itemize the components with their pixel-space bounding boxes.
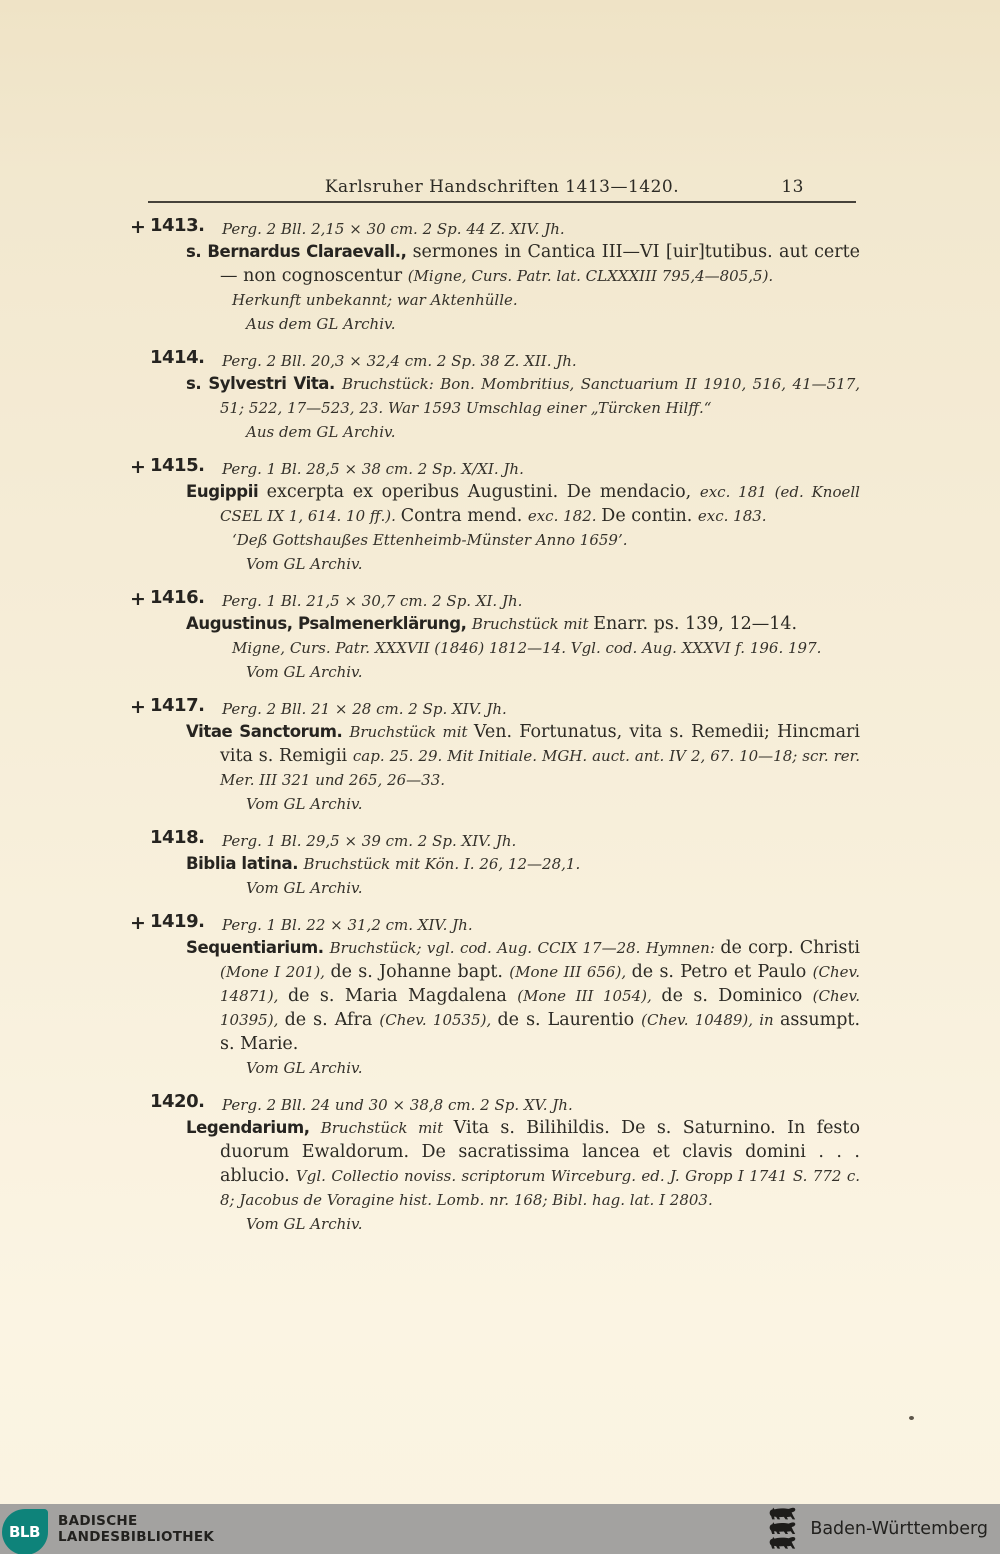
text-segment: Eugippii bbox=[186, 482, 267, 501]
text-segment: exc. 181 (ed. Knoell CSEL IX 1, 614. 10 ff.). bbox=[220, 483, 860, 525]
entry-note-prov: Vom GL Archiv. bbox=[246, 1215, 363, 1233]
text-segment: Bruchstück mit bbox=[320, 1119, 454, 1137]
catalog-entry bbox=[0, 348, 1000, 444]
entry-note-prov: Vom GL Archiv. bbox=[246, 555, 363, 573]
library-brand bbox=[0, 1504, 214, 1554]
footer-banner bbox=[0, 1504, 1000, 1554]
entry-note-ref: ‘Deß Gottshaußes Ettenheimb-Münster Anno 1659’. bbox=[232, 531, 628, 549]
baden-wuerttemberg-coat-of-arms-icon bbox=[763, 1506, 801, 1552]
text-segment: (Mone I 201), bbox=[220, 963, 331, 981]
text-segment: Contra mend. bbox=[400, 506, 528, 526]
entry-number: 1416. bbox=[150, 587, 205, 608]
text-segment: de s. Laurentio bbox=[497, 1010, 642, 1030]
entry-head bbox=[0, 348, 1000, 372]
collation-line: Perg. 2 Bll. 2,15 × 30 cm. 2 Sp. 44 Z. XIV. Jh. bbox=[222, 220, 565, 238]
catalog-entry bbox=[0, 216, 1000, 336]
text-segment: Ven. Fortunatus, vita s. Remedii; Hincmari vita s. Remigii bbox=[220, 722, 860, 766]
header-rule bbox=[148, 201, 856, 203]
collation-line: Perg. 1 Bl. 28,5 × 38 cm. 2 Sp. X/XI. Jh. bbox=[222, 460, 524, 478]
plus-mark: + bbox=[130, 216, 146, 238]
entry-number: 1414. bbox=[150, 347, 205, 368]
text-segment: excerpta ex operibus Augustini. De mendacio, bbox=[266, 482, 700, 502]
text-segment: Bruchstück mit bbox=[349, 723, 474, 741]
text-segment: de s. Petro et Paulo bbox=[631, 962, 813, 982]
text-segment: de s. Maria Magdalena bbox=[287, 986, 518, 1006]
catalog-entry bbox=[0, 456, 1000, 576]
entry-body bbox=[186, 480, 860, 528]
catalog-entry bbox=[0, 828, 1000, 900]
text-segment: (Migne, Curs. Patr. lat. CLXXXIII 795,4—805,5). bbox=[407, 267, 774, 285]
entry-body bbox=[186, 936, 861, 1056]
entry-body bbox=[186, 612, 860, 636]
state-name: Baden-Württemberg bbox=[810, 1519, 988, 1539]
collation-line: Perg. 1 Bl. 29,5 × 39 cm. 2 Sp. XIV. Jh. bbox=[222, 832, 517, 850]
paper-speck bbox=[909, 1416, 914, 1420]
running-head-title: Karlsruher Handschriften 1413—1420. bbox=[324, 177, 680, 197]
entry-number: 1420. bbox=[150, 1091, 205, 1112]
entry-number: 1418. bbox=[150, 827, 205, 848]
entries-list bbox=[0, 216, 1000, 1248]
collation-line: Perg. 1 Bl. 22 × 31,2 cm. XIV. Jh. bbox=[222, 916, 473, 934]
text-segment: de s. Afra bbox=[284, 1010, 380, 1030]
entry-number: 1413. bbox=[150, 215, 205, 236]
entry-note-ref: Migne, Curs. Patr. XXXVII (1846) 1812—14. Vgl. cod. Aug. XXXVI f. 196. 197. bbox=[232, 639, 822, 657]
entry-body bbox=[186, 852, 860, 876]
text-segment: de corp. Christi bbox=[720, 938, 861, 958]
entry-number: 1415. bbox=[150, 455, 205, 476]
text-segment: Bruchstück; vgl. cod. Aug. CCIX 17—28. Hymnen: bbox=[329, 939, 721, 957]
collation-line: Perg. 1 Bl. 21,5 × 30,7 cm. 2 Sp. XI. Jh. bbox=[222, 592, 523, 610]
entry-head bbox=[0, 456, 1000, 480]
catalog-entry bbox=[0, 696, 1000, 816]
plus-mark: + bbox=[130, 912, 146, 934]
collation-line: Perg. 2 Bll. 20,3 × 32,4 cm. 2 Sp. 38 Z. XII. Jh. bbox=[222, 352, 577, 370]
entry-note-prov: Aus dem GL Archiv. bbox=[246, 315, 396, 333]
entry-note-prov: Aus dem GL Archiv. bbox=[246, 423, 396, 441]
text-segment: (Chev. 10535), bbox=[379, 1011, 498, 1029]
text-segment: Sequentiarium. bbox=[186, 938, 330, 957]
entry-number: 1417. bbox=[150, 695, 205, 716]
text-segment: (Mone III 1054), bbox=[517, 987, 662, 1005]
entry-body bbox=[186, 372, 861, 420]
entry-note-ref: Herkunft unbekannt; war Aktenhülle. bbox=[232, 291, 518, 309]
text-segment: de s. Johanne bapt. bbox=[330, 962, 510, 982]
entry-head bbox=[0, 1092, 1000, 1116]
text-segment: s. Sylvestri Vita. bbox=[186, 374, 342, 393]
text-segment: Bruchstück: Bon. Mombritius, Sanctuarium II 1910, 516, 41—517, 51; 522, 17—523, 23. War 1593 Umschlag einer „Türcken Hilff.“ bbox=[220, 375, 861, 417]
text-segment: Vitae Sanctorum. bbox=[186, 722, 350, 741]
text-segment: Bruchstück mit bbox=[471, 615, 594, 633]
plus-mark: + bbox=[130, 588, 146, 610]
collation-line: Perg. 2 Bll. 21 × 28 cm. 2 Sp. XIV. Jh. bbox=[222, 700, 507, 718]
text-segment: Vita s. Bilihildis. De s. Saturnino. In festo duorum Ewaldorum. De sacratissima lancea et clavis domini . . . ablucio. bbox=[220, 1118, 860, 1186]
text-segment: exc. 182. bbox=[527, 507, 602, 525]
blb-logo-icon bbox=[2, 1509, 48, 1554]
text-segment: sermones in Cantica III—VI [uir]tutibus. aut certe — non cognoscentur bbox=[220, 242, 860, 286]
entry-note-prov: Vom GL Archiv. bbox=[246, 879, 363, 897]
entry-number: 1419. bbox=[150, 911, 205, 932]
entry-body bbox=[186, 240, 860, 288]
text-segment: cap. 25. 29. Mit Initiale. MGH. auct. ant. IV 2, 67. 10—18; scr. rer. Mer. III 321 und 265, 26—33. bbox=[220, 747, 860, 789]
text-segment: de s. Dominico bbox=[661, 986, 813, 1006]
plus-mark: + bbox=[130, 696, 146, 718]
plus-mark: + bbox=[130, 456, 146, 478]
text-segment: (Chev. 14871), bbox=[220, 963, 860, 1005]
catalog-entry bbox=[0, 1092, 1000, 1236]
collation-line: Perg. 2 Bll. 24 und 30 × 38,8 cm. 2 Sp. XV. Jh. bbox=[222, 1096, 573, 1114]
text-segment: De contin. bbox=[601, 506, 698, 526]
text-segment: Bruchstück mit Kön. I. 26, 12—28,1. bbox=[303, 855, 581, 873]
text-segment: exc. 183. bbox=[697, 507, 767, 525]
state-brand bbox=[763, 1504, 988, 1554]
blb-logo-text: BLB bbox=[9, 1523, 40, 1541]
entry-body bbox=[186, 720, 860, 792]
entry-note-prov: Vom GL Archiv. bbox=[246, 663, 363, 681]
catalog-entry bbox=[0, 588, 1000, 684]
text-segment: (Mone III 656), bbox=[509, 963, 632, 981]
text-segment: assumpt. s. Marie. bbox=[220, 1010, 861, 1054]
entry-note-prov: Vom GL Archiv. bbox=[246, 1059, 363, 1077]
text-segment: Enarr. ps. 139, 12—14. bbox=[593, 614, 798, 634]
entry-head bbox=[0, 588, 1000, 612]
text-segment: Biblia latina. bbox=[186, 854, 304, 873]
text-segment: Augustinus, Psalmenerklärung, bbox=[186, 614, 472, 633]
entry-head bbox=[0, 696, 1000, 720]
text-segment: Vgl. Collectio noviss. scriptorum Wirceburg. ed. J. Gropp I 1741 S. 772 c. 8; Jacobus de Voragine hist. Lomb. nr. 168; Bibl. hag. lat. I 2803. bbox=[220, 1167, 860, 1209]
entry-head bbox=[0, 912, 1000, 936]
text-segment: (Chev. 10395), bbox=[220, 987, 861, 1029]
entry-note-prov: Vom GL Archiv. bbox=[246, 795, 363, 813]
library-name-line1: BADISCHE bbox=[58, 1513, 138, 1529]
text-segment: (Chev. 10489), in bbox=[641, 1011, 780, 1029]
entry-head bbox=[0, 828, 1000, 852]
running-head bbox=[148, 177, 856, 197]
text-segment: Legendarium, bbox=[186, 1118, 321, 1137]
text-segment: s. Bernardus Claraevall., bbox=[186, 242, 413, 261]
page-number: 13 bbox=[781, 177, 804, 197]
library-name bbox=[58, 1513, 214, 1545]
library-name-line2: LANDESBIBLIOTHEK bbox=[58, 1529, 215, 1545]
entry-head bbox=[0, 216, 1000, 240]
catalog-entry bbox=[0, 912, 1000, 1080]
entry-body bbox=[186, 1116, 860, 1212]
